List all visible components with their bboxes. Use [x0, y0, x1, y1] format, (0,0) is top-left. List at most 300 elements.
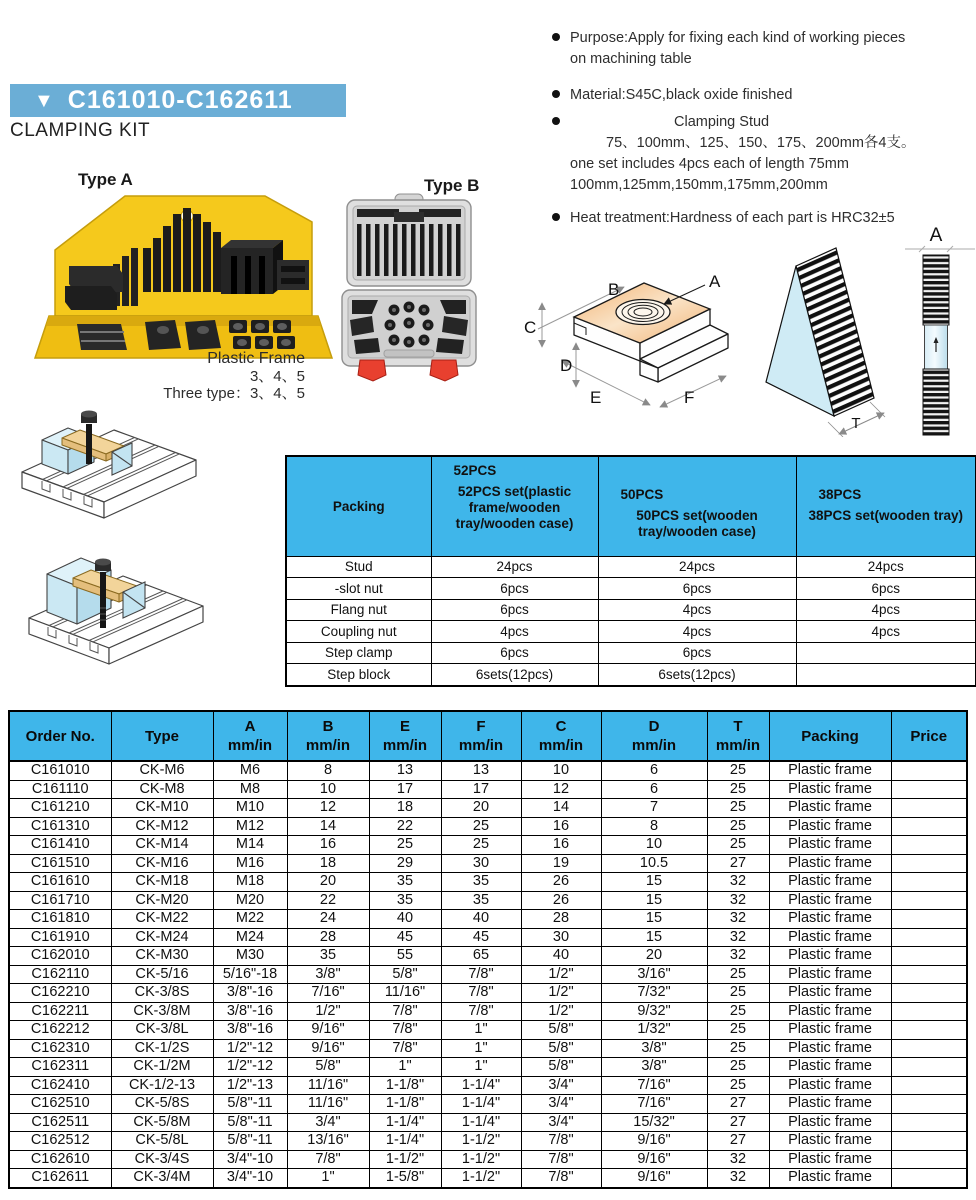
- spec-cell: Plastic frame: [769, 761, 891, 780]
- spec-cell: 40: [521, 947, 601, 966]
- spec-row: [9, 1021, 967, 1040]
- spec-cell: [891, 761, 967, 780]
- spec-cell: Plastic frame: [769, 1021, 891, 1040]
- packing-row-value: 4pcs: [796, 621, 976, 643]
- spec-cell: 3/8"-16: [213, 1021, 287, 1040]
- spec-cell: Plastic frame: [769, 873, 891, 892]
- packing-row: [286, 664, 976, 686]
- spec-cell: 25: [441, 836, 521, 855]
- spec-cell: C161710: [9, 891, 111, 910]
- spec-cell: 35: [287, 947, 369, 966]
- spec-cell: 5/8"-11: [213, 1095, 287, 1114]
- column-header: D mm/in: [601, 711, 707, 761]
- spec-cell: 7/32": [601, 984, 707, 1003]
- dim-label-e: E: [590, 388, 602, 407]
- spec-cell: 3/8": [601, 1058, 707, 1077]
- packing-row-value: 4pcs: [598, 621, 796, 643]
- type-a-photo: [25, 186, 335, 364]
- spec-cell: 10.5: [601, 854, 707, 873]
- packing-row-label: Step block: [286, 664, 431, 686]
- spec-cell: CK-M18: [111, 873, 213, 892]
- spec-cell: 10: [287, 780, 369, 799]
- feature-text: 100mm,125mm,150mm,175mm,200mm: [570, 177, 828, 193]
- spec-cell: [891, 1002, 967, 1021]
- spec-cell: [891, 1132, 967, 1151]
- spec-cell: C161210: [9, 799, 111, 818]
- step-block-diagram: [740, 232, 912, 437]
- packing-row: [286, 556, 976, 578]
- spec-cell: 13: [441, 761, 521, 780]
- spec-cell: 32: [707, 947, 769, 966]
- spec-cell: 25: [707, 761, 769, 780]
- spec-cell: 6: [601, 761, 707, 780]
- spec-cell: C162511: [9, 1113, 111, 1132]
- spec-cell: 15: [601, 928, 707, 947]
- spec-cell: 1/2"-13: [213, 1076, 287, 1095]
- packing-row-value: 24pcs: [598, 556, 796, 578]
- spec-row: [9, 780, 967, 799]
- spec-cell: 25: [707, 1002, 769, 1021]
- spec-cell: [891, 910, 967, 929]
- triangle-icon: ▼: [34, 89, 54, 112]
- spec-cell: 24: [287, 910, 369, 929]
- packing-row-value: 6pcs: [796, 578, 976, 600]
- spec-cell: 18: [287, 854, 369, 873]
- spec-cell: 30: [441, 854, 521, 873]
- spec-cell: 11/16": [369, 984, 441, 1003]
- spec-cell: 11/16": [287, 1076, 369, 1095]
- spec-cell: 3/4"-10: [213, 1169, 287, 1188]
- column-header: T mm/in: [707, 711, 769, 761]
- packing-row-value: 6pcs: [598, 578, 796, 600]
- tnut-diagram: [512, 243, 730, 425]
- order-code-range: C161010-C162611: [67, 86, 293, 114]
- column-header: Order No.: [9, 711, 111, 761]
- bullet-icon: [552, 213, 560, 221]
- spec-row: [9, 854, 967, 873]
- spec-row: [9, 836, 967, 855]
- packing-row-value: 6sets(12pcs): [598, 664, 796, 686]
- spec-cell: Plastic frame: [769, 965, 891, 984]
- spec-cell: 45: [441, 928, 521, 947]
- feature-purpose: [552, 28, 974, 70]
- packing-row-value: 24pcs: [431, 556, 598, 578]
- spec-cell: 20: [441, 799, 521, 818]
- set-size-label: 38PCS: [818, 487, 862, 502]
- spec-cell: 7/8": [287, 1150, 369, 1169]
- packing-row-label: Step clamp: [286, 642, 431, 664]
- spec-cell: 3/4": [287, 1113, 369, 1132]
- spec-cell: 6: [601, 780, 707, 799]
- packing-row-value: 4pcs: [431, 621, 598, 643]
- spec-cell: C161610: [9, 873, 111, 892]
- spec-cell: C161310: [9, 817, 111, 836]
- packing-row-value: [796, 642, 976, 664]
- spec-cell: CK-3/8M: [111, 1002, 213, 1021]
- feature-text: Clamping Stud: [674, 114, 770, 130]
- spec-cell: 25: [369, 836, 441, 855]
- spec-cell: 1-1/2": [441, 1150, 521, 1169]
- spec-cell: 22: [369, 817, 441, 836]
- spec-cell: C162010: [9, 947, 111, 966]
- spec-cell: 3/8"-16: [213, 984, 287, 1003]
- main-table-body: [9, 761, 967, 1188]
- spec-cell: 25: [707, 984, 769, 1003]
- spec-cell: C161410: [9, 836, 111, 855]
- feature-text: 75、100mm、125、150、175、200mm各4支。: [606, 135, 916, 151]
- frame-note-line: 3、4、5: [249, 368, 305, 385]
- spec-cell: CK-3/8S: [111, 984, 213, 1003]
- packing-row-value: 4pcs: [796, 599, 976, 621]
- spec-cell: CK-1/2-13: [111, 1076, 213, 1095]
- spec-cell: 10: [601, 836, 707, 855]
- spec-cell: 16: [521, 817, 601, 836]
- spec-cell: 55: [369, 947, 441, 966]
- spec-cell: 1-1/2": [441, 1132, 521, 1151]
- spec-cell: Plastic frame: [769, 836, 891, 855]
- spec-cell: 9/32": [601, 1002, 707, 1021]
- dim-label-a: A: [709, 272, 721, 291]
- packing-table: [285, 455, 976, 687]
- spec-row: [9, 873, 967, 892]
- spec-cell: [891, 836, 967, 855]
- spec-row: [9, 1095, 967, 1114]
- column-header: E mm/in: [369, 711, 441, 761]
- spec-cell: 25: [707, 1076, 769, 1095]
- spec-cell: 32: [707, 891, 769, 910]
- spec-cell: C162110: [9, 965, 111, 984]
- clamping-illustration-2: [15, 516, 213, 698]
- spec-row: [9, 761, 967, 780]
- spec-row: [9, 1039, 967, 1058]
- spec-cell: M8: [213, 780, 287, 799]
- spec-cell: 35: [369, 891, 441, 910]
- spec-cell: [891, 1095, 967, 1114]
- spec-cell: 27: [707, 1113, 769, 1132]
- set-description: 38PCS set(wooden tray): [808, 508, 964, 523]
- spec-cell: 25: [707, 965, 769, 984]
- spec-row: [9, 1058, 967, 1077]
- spec-cell: 28: [521, 910, 601, 929]
- spec-cell: C161910: [9, 928, 111, 947]
- spec-cell: CK-M20: [111, 891, 213, 910]
- spec-cell: 17: [369, 780, 441, 799]
- packing-row-value: 6pcs: [431, 642, 598, 664]
- spec-cell: [891, 965, 967, 984]
- spec-cell: 8: [287, 761, 369, 780]
- feature-list: [552, 28, 974, 229]
- spec-cell: Plastic frame: [769, 1132, 891, 1151]
- spec-cell: M30: [213, 947, 287, 966]
- spec-cell: 29: [369, 854, 441, 873]
- dim-label-d: D: [560, 356, 573, 375]
- frame-note-line: Three type：3、4、5: [163, 385, 305, 402]
- spec-cell: C162310: [9, 1039, 111, 1058]
- spec-cell: 1-1/2": [441, 1169, 521, 1188]
- packing-header-cell: [286, 456, 431, 556]
- spec-row: [9, 799, 967, 818]
- spec-cell: CK-1/2S: [111, 1039, 213, 1058]
- spec-cell: C162212: [9, 1021, 111, 1040]
- packing-row: [286, 621, 976, 643]
- spec-cell: C162210: [9, 984, 111, 1003]
- spec-cell: 25: [707, 799, 769, 818]
- spec-cell: C161810: [9, 910, 111, 929]
- latch-icon: [430, 360, 458, 381]
- spec-cell: 7/8": [521, 1150, 601, 1169]
- spec-cell: 28: [287, 928, 369, 947]
- spec-cell: M14: [213, 836, 287, 855]
- spec-cell: 40: [369, 910, 441, 929]
- spec-cell: [891, 1058, 967, 1077]
- spec-cell: 3/8": [287, 965, 369, 984]
- spec-cell: 32: [707, 873, 769, 892]
- spec-cell: 7/8": [441, 965, 521, 984]
- spec-cell: 3/16": [601, 965, 707, 984]
- feature-text: Heat treatment:Hardness of each part is HRC32±5: [570, 210, 895, 226]
- spec-cell: C162211: [9, 1002, 111, 1021]
- spec-cell: 1": [441, 1058, 521, 1077]
- spec-cell: Plastic frame: [769, 780, 891, 799]
- spec-cell: C162311: [9, 1058, 111, 1077]
- spec-row: [9, 965, 967, 984]
- spec-cell: 3/8"-16: [213, 1002, 287, 1021]
- spec-cell: C162611: [9, 1169, 111, 1188]
- spec-cell: 20: [601, 947, 707, 966]
- packing-row-value: 6pcs: [431, 578, 598, 600]
- spec-row: [9, 910, 967, 929]
- spec-cell: C161010: [9, 761, 111, 780]
- spec-cell: 12: [287, 799, 369, 818]
- spec-cell: Plastic frame: [769, 1169, 891, 1188]
- spec-cell: 18: [369, 799, 441, 818]
- spec-cell: 1": [369, 1058, 441, 1077]
- spec-cell: 1-1/4": [441, 1076, 521, 1095]
- column-header: F mm/in: [441, 711, 521, 761]
- spec-cell: CK-5/8L: [111, 1132, 213, 1151]
- spec-row: [9, 928, 967, 947]
- packing-header-label: Packing: [332, 499, 385, 514]
- spec-cell: 25: [707, 836, 769, 855]
- spec-cell: 3/4": [521, 1076, 601, 1095]
- type-b-label: Type B: [424, 176, 480, 195]
- spec-cell: 1/32": [601, 1021, 707, 1040]
- spec-cell: CK-1/2M: [111, 1058, 213, 1077]
- spec-cell: Plastic frame: [769, 1076, 891, 1095]
- feature-text: Material:S45C,black oxide finished: [570, 87, 793, 103]
- column-header: Price: [891, 711, 967, 761]
- column-header: B mm/in: [287, 711, 369, 761]
- spec-cell: [891, 947, 967, 966]
- spec-cell: 25: [707, 1021, 769, 1040]
- spec-cell: M22: [213, 910, 287, 929]
- packing-row-value: 6pcs: [598, 642, 796, 664]
- spec-cell: 1-1/2": [369, 1150, 441, 1169]
- spec-cell: 45: [369, 928, 441, 947]
- spec-cell: 8: [601, 817, 707, 836]
- spec-cell: [891, 891, 967, 910]
- spec-cell: 7: [601, 799, 707, 818]
- spec-cell: M20: [213, 891, 287, 910]
- packing-row: [286, 642, 976, 664]
- spec-cell: 7/16": [601, 1095, 707, 1114]
- spec-cell: 14: [287, 817, 369, 836]
- spec-cell: Plastic frame: [769, 1095, 891, 1114]
- spec-cell: 5/8"-11: [213, 1132, 287, 1151]
- spec-cell: 40: [441, 910, 521, 929]
- packing-row-label: Stud: [286, 556, 431, 578]
- spec-row: [9, 1002, 967, 1021]
- column-header: A mm/in: [213, 711, 287, 761]
- spec-cell: 12: [521, 780, 601, 799]
- spec-row: [9, 1076, 967, 1095]
- spec-cell: 7/8": [369, 1039, 441, 1058]
- packing-table-body: [286, 556, 976, 686]
- spec-row: [9, 984, 967, 1003]
- spec-cell: M16: [213, 854, 287, 873]
- spec-cell: Plastic frame: [769, 1150, 891, 1169]
- spec-cell: CK-M14: [111, 836, 213, 855]
- spec-cell: M24: [213, 928, 287, 947]
- spec-row: [9, 1150, 967, 1169]
- spec-cell: Plastic frame: [769, 947, 891, 966]
- packing-row-label: Flang nut: [286, 599, 431, 621]
- spec-cell: Plastic frame: [769, 1058, 891, 1077]
- spec-cell: CK-3/8L: [111, 1021, 213, 1040]
- packing-header-38pcs: [796, 456, 976, 556]
- spec-cell: 13: [369, 761, 441, 780]
- spec-cell: 1-1/4": [369, 1113, 441, 1132]
- spec-cell: Plastic frame: [769, 1002, 891, 1021]
- spec-cell: [891, 873, 967, 892]
- spec-cell: 7/16": [287, 984, 369, 1003]
- type-b-photo: [338, 192, 478, 384]
- column-header: C mm/in: [521, 711, 601, 761]
- spec-cell: 13/16": [287, 1132, 369, 1151]
- dim-label-b: B: [608, 280, 620, 299]
- spec-cell: 22: [287, 891, 369, 910]
- spec-cell: 3/4": [521, 1113, 601, 1132]
- spec-cell: 1/2": [521, 965, 601, 984]
- spec-cell: 17: [441, 780, 521, 799]
- spec-cell: CK-M12: [111, 817, 213, 836]
- spec-cell: [891, 1076, 967, 1095]
- spec-table: [8, 710, 968, 1189]
- spec-cell: [891, 799, 967, 818]
- spec-cell: C162510: [9, 1095, 111, 1114]
- packing-row-label: Coupling nut: [286, 621, 431, 643]
- column-header: Type: [111, 711, 213, 761]
- thread-hole: [616, 300, 670, 325]
- spec-cell: C162512: [9, 1132, 111, 1151]
- spec-cell: 32: [707, 1150, 769, 1169]
- page-title: CLAMPING KIT: [10, 120, 151, 141]
- packing-header-50pcs: [598, 456, 796, 556]
- spec-cell: [891, 1021, 967, 1040]
- spec-cell: 9/16": [287, 1039, 369, 1058]
- spec-cell: [891, 1150, 967, 1169]
- feature-text: Purpose:Apply for fixing each kind of working pieces: [570, 30, 906, 46]
- spec-cell: M12: [213, 817, 287, 836]
- spec-cell: Plastic frame: [769, 1039, 891, 1058]
- spec-cell: Plastic frame: [769, 854, 891, 873]
- spec-row: [9, 947, 967, 966]
- spec-cell: 1/2": [287, 1002, 369, 1021]
- spec-cell: CK-M6: [111, 761, 213, 780]
- spec-cell: 1/2"-12: [213, 1058, 287, 1077]
- spec-cell: 5/8": [521, 1021, 601, 1040]
- set-size-label: 50PCS: [620, 487, 664, 502]
- spec-cell: 16: [287, 836, 369, 855]
- spec-cell: 5/8": [521, 1039, 601, 1058]
- packing-header-row: [286, 456, 976, 556]
- spec-cell: [891, 817, 967, 836]
- plastic-frame-note: [140, 350, 305, 402]
- spec-cell: 7/8": [521, 1132, 601, 1151]
- spec-cell: Plastic frame: [769, 799, 891, 818]
- spec-cell: M10: [213, 799, 287, 818]
- spec-cell: 35: [441, 873, 521, 892]
- frame-note-line: Plastic Frame: [207, 350, 305, 367]
- packing-row: [286, 578, 976, 600]
- set-description: 52PCS set(plastic frame/wooden tray/wooden case): [455, 484, 574, 531]
- spec-cell: 1-1/8": [369, 1095, 441, 1114]
- spec-cell: 27: [707, 854, 769, 873]
- spec-cell: CK-M30: [111, 947, 213, 966]
- spec-cell: CK-M10: [111, 799, 213, 818]
- thread-top: [923, 255, 949, 325]
- spec-cell: C162610: [9, 1150, 111, 1169]
- dim-label-t: T: [851, 415, 861, 432]
- spec-cell: 1": [441, 1021, 521, 1040]
- spec-row: [9, 817, 967, 836]
- column-header: Packing: [769, 711, 891, 761]
- spec-cell: Plastic frame: [769, 984, 891, 1003]
- spec-cell: 7/8": [369, 1021, 441, 1040]
- spec-cell: 26: [521, 891, 601, 910]
- spec-cell: CK-M8: [111, 780, 213, 799]
- packing-row-label: -slot nut: [286, 578, 431, 600]
- spec-cell: 15/32": [601, 1113, 707, 1132]
- spec-cell: 7/8": [369, 1002, 441, 1021]
- spec-row: [9, 1113, 967, 1132]
- spec-cell: C162410: [9, 1076, 111, 1095]
- spec-cell: 1-1/4": [441, 1113, 521, 1132]
- spec-cell: 3/4": [521, 1095, 601, 1114]
- spec-cell: Plastic frame: [769, 817, 891, 836]
- spec-cell: 25: [707, 817, 769, 836]
- packing-row-value: [796, 664, 976, 686]
- spec-cell: [891, 928, 967, 947]
- spec-cell: CK-M22: [111, 910, 213, 929]
- spec-cell: 9/16": [601, 1132, 707, 1151]
- spec-cell: 1-5/8": [369, 1169, 441, 1188]
- bullet-icon: [552, 90, 560, 98]
- spec-cell: 7/8": [441, 1002, 521, 1021]
- spec-cell: 9/16": [601, 1150, 707, 1169]
- spec-cell: 5/8": [287, 1058, 369, 1077]
- main-table-header-row: [9, 711, 967, 761]
- spec-cell: CK-5/8M: [111, 1113, 213, 1132]
- spec-cell: Plastic frame: [769, 928, 891, 947]
- spec-cell: 15: [601, 910, 707, 929]
- spec-cell: 1": [287, 1169, 369, 1188]
- spec-cell: 25: [707, 1058, 769, 1077]
- spec-cell: 11/16": [287, 1095, 369, 1114]
- spec-cell: 27: [707, 1132, 769, 1151]
- spec-cell: 25: [441, 817, 521, 836]
- nut-set: [385, 302, 434, 348]
